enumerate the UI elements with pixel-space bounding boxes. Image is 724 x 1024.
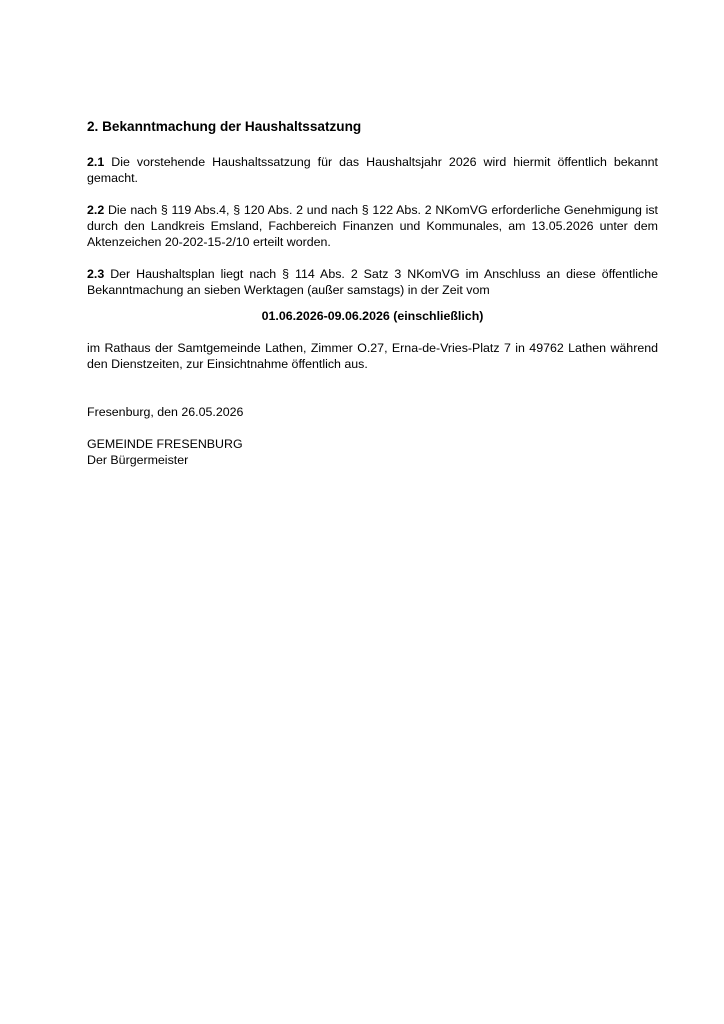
document-page — [87, 118, 658, 468]
section-2-1 — [87, 154, 658, 186]
signature-block — [87, 436, 658, 468]
signature-org: GEMEINDE FRESENBURG — [87, 437, 243, 451]
signature-role: Der Bürgermeister — [87, 453, 189, 467]
section-number: 2.1 — [87, 155, 105, 169]
location-text: im Rathaus der Samtgemeinde Lathen, Zimmer O.27, Erna-de-Vries-Platz 7 in 49762 Lathen während den Dienstzeiten, zur Einsichtnahme öffentlich aus. — [87, 341, 658, 371]
section-text: Die nach § 119 Abs.4, § 120 Abs. 2 und nach § 122 Abs. 2 NKomVG erforderliche Genehmigung ist durch den Landkreis Emsland, Fachbereich Finanzen und Kommunales, am 13.05.2026 unter dem Aktenzeichen 20-202-15-2/10 erteilt worden. — [87, 203, 658, 249]
section-2-2 — [87, 202, 658, 250]
section-text: Die vorstehende Haushaltssatzung für das Haushaltsjahr 2026 wird hiermit öffentlich bekannt gemacht. — [87, 155, 658, 185]
place-date: Fresenburg, den 26.05.2026 — [87, 405, 244, 419]
section-text: Der Haushaltsplan liegt nach § 114 Abs. 2 Satz 3 NKomVG im Anschluss an diese öffentliche Bekanntmachung an sieben Werktagen (außer samstags) in der Zeit vom — [87, 267, 658, 297]
section-2-3 — [87, 266, 658, 298]
section-number: 2.2 — [87, 203, 105, 217]
document-heading: 2. Bekanntmachung der Haushaltssatzung — [87, 119, 362, 134]
display-period: 01.06.2026-09.06.2026 (einschließlich) — [261, 309, 484, 323]
section-number: 2.3 — [87, 267, 105, 281]
